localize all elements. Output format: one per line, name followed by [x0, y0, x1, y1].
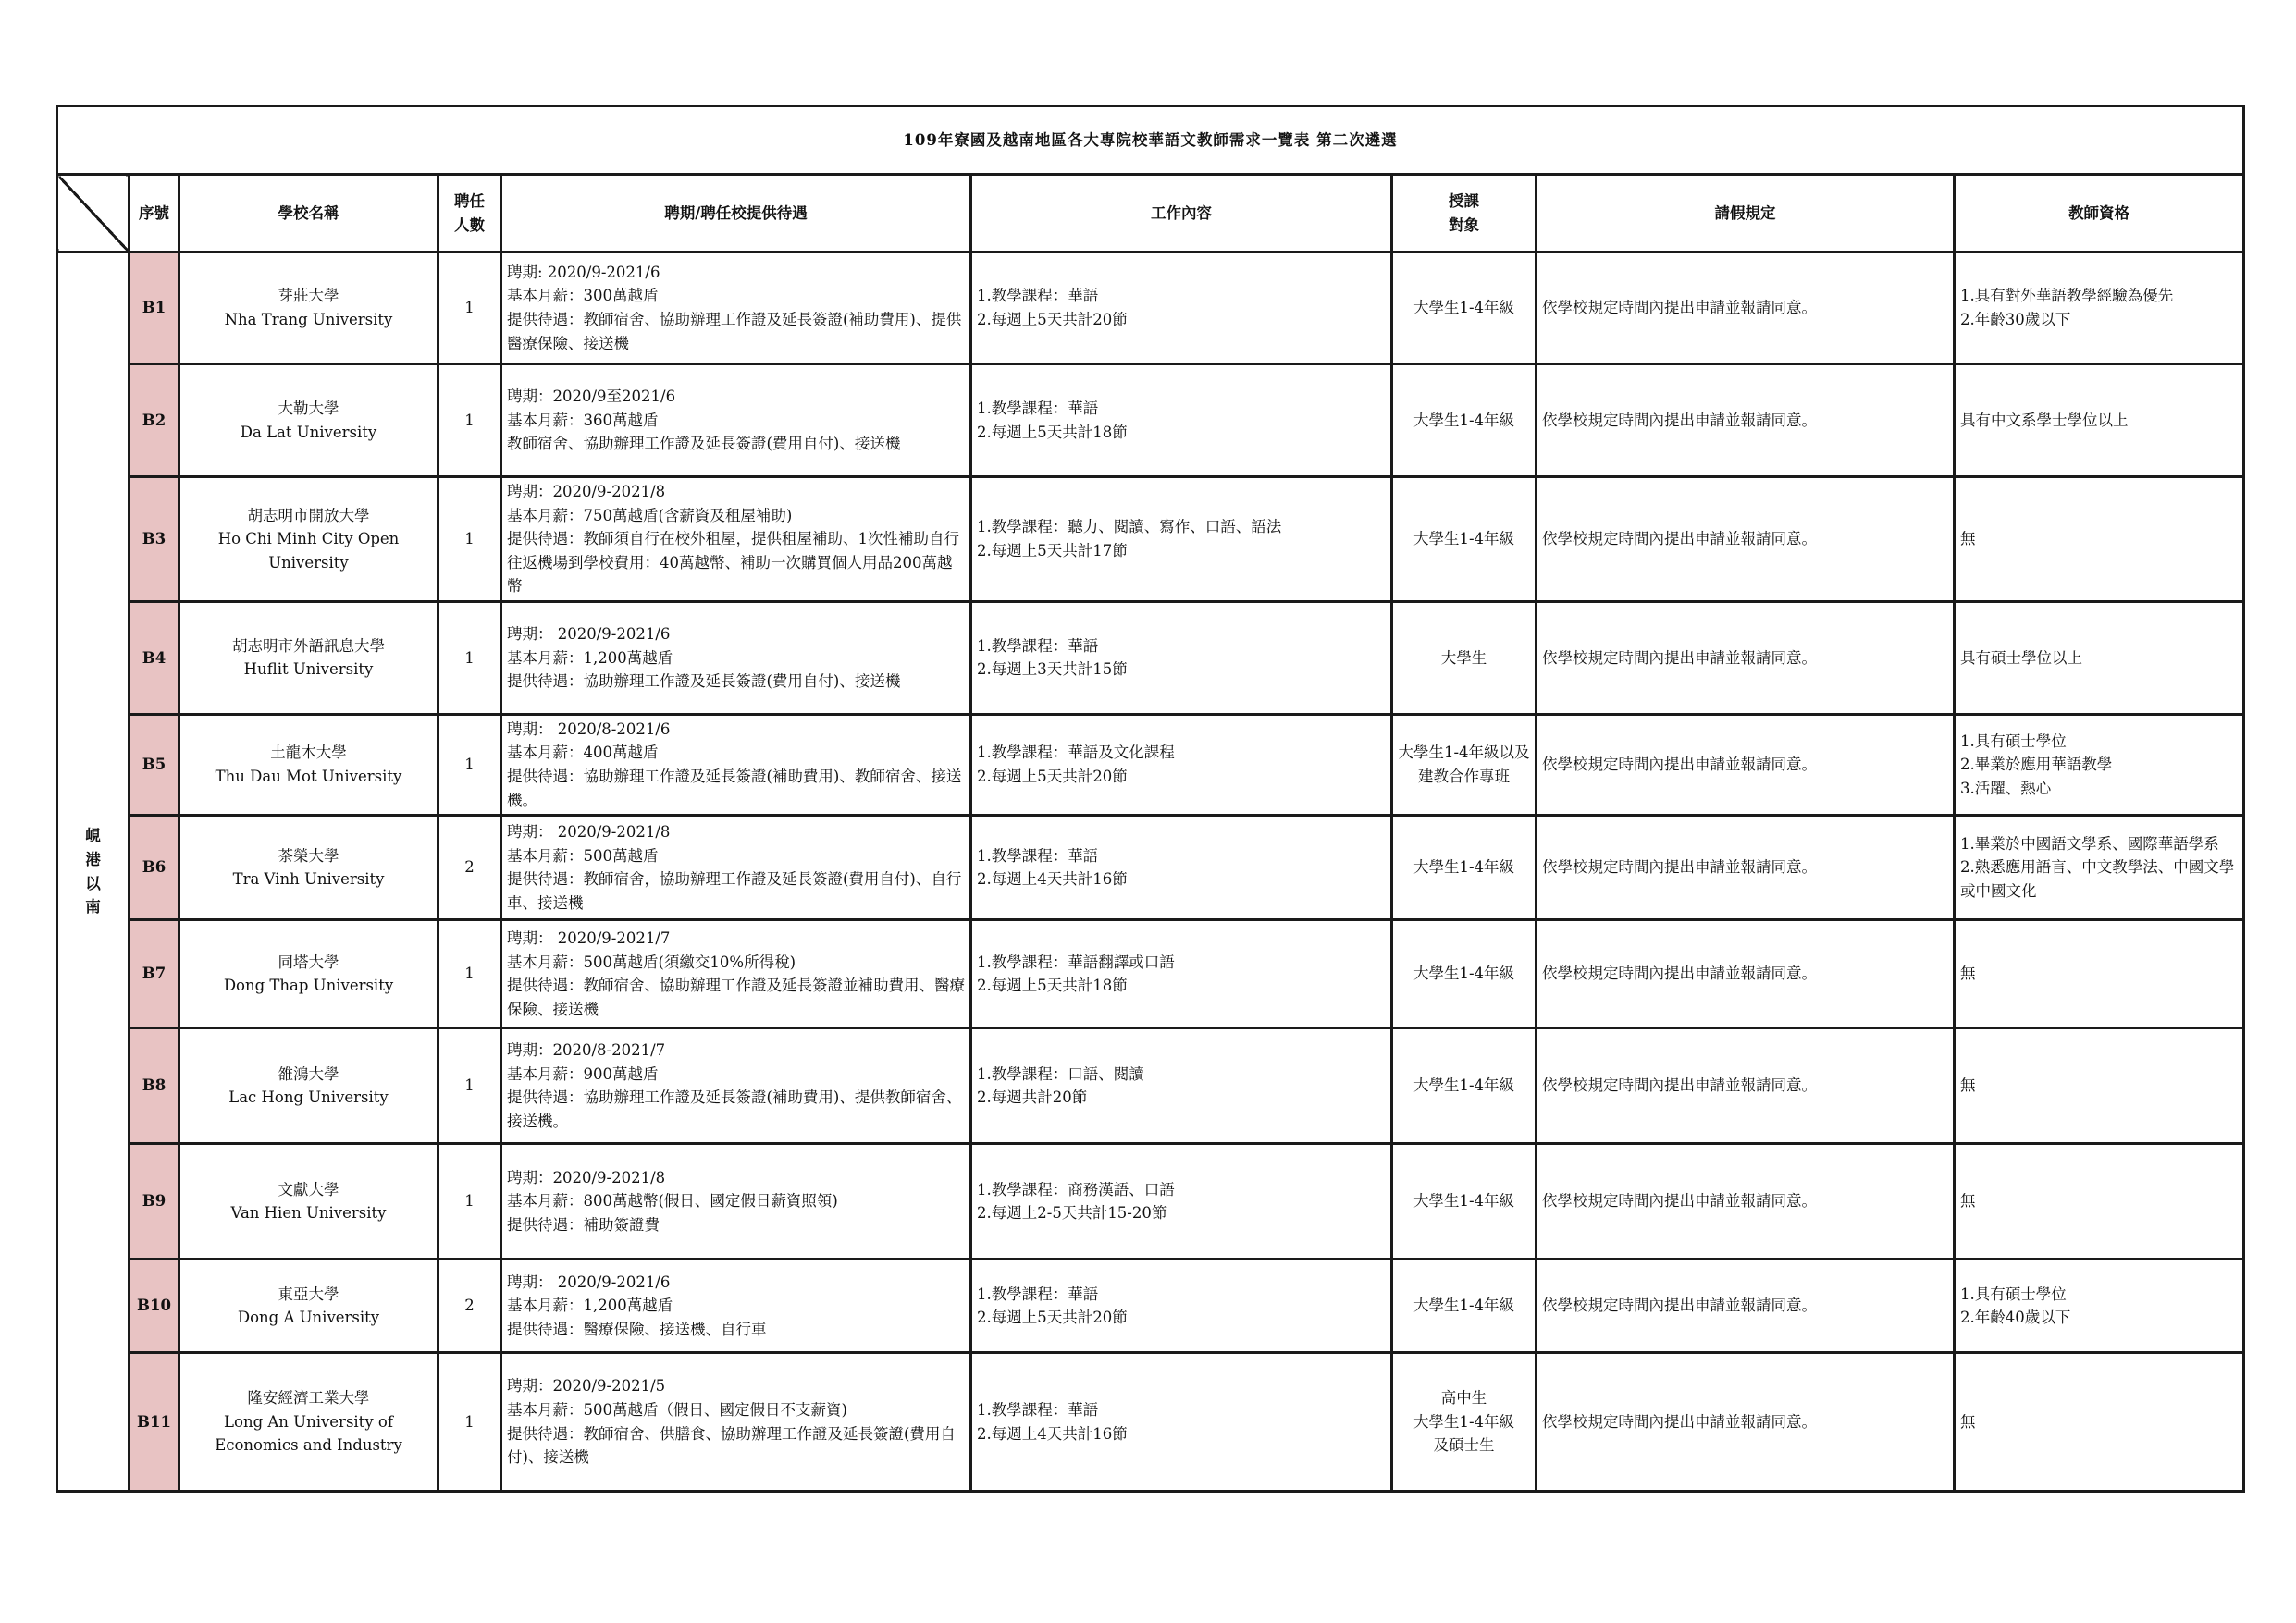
- teacher-qualification: 無: [1955, 920, 2244, 1028]
- leave-policy: 依學校規定時間內提出申請並報請同意。: [1537, 816, 1955, 920]
- hire-count: 1: [438, 920, 501, 1028]
- table-row: [57, 601, 2244, 714]
- school-name-en: Huflit University: [243, 660, 374, 679]
- period-benefits: 聘期： 2020/8-2021/6 基本月薪：400萬越盾 提供待遇：協助辦理工作證及延長簽證(補助費用)、教師宿舍、接送機。: [501, 714, 971, 815]
- row-code: B9: [130, 1144, 179, 1260]
- school-name: [179, 1353, 438, 1492]
- period-benefits: 聘期： 2020/9-2021/8 基本月薪：500萬越盾 提供待遇：教師宿舍，協助辦理工作證及延長簽證(費用自付)、自行車、接送機: [501, 816, 971, 920]
- period-benefits: 聘期：2020/9至2021/6 基本月薪：360萬越盾 教師宿舍、協助辦理工作證及延長簽證(費用自付)、接送機: [501, 364, 971, 477]
- teacher-qualification: 具有中文系學士學位以上: [1955, 364, 2244, 477]
- teaching-target: 大學生1-4年級以及建教合作專班: [1392, 714, 1537, 815]
- school-name-zh: 土龍木大學: [270, 744, 347, 762]
- period-benefits: 聘期： 2020/9-2021/6 基本月薪：1,200萬越盾 提供待遇：協助辦理工作證及延長簽證(費用自付)、接送機: [501, 601, 971, 714]
- table-row: [57, 1028, 2244, 1144]
- hire-count: 1: [438, 364, 501, 477]
- teaching-target: 大學生1-4年級: [1392, 816, 1537, 920]
- region-char: 南: [85, 898, 101, 916]
- leave-policy: 依學校規定時間內提出申請並報請同意。: [1537, 714, 1955, 815]
- teaching-target: 大學生1-4年級: [1392, 364, 1537, 477]
- period-benefits: 聘期：2020/9-2021/8 基本月薪：750萬越盾(含薪資及租屋補助) 提供待遇：教師須自行在校外租屋，提供租屋補助、1次性補助自行往返機場到學校費用：40萬越幣、補助一次購買個人用品200萬越幣: [501, 477, 971, 602]
- diagonal-corner-cell: [57, 175, 130, 252]
- school-name-en: Ho Chi Minh City Open University: [217, 530, 400, 572]
- school-name-zh: 茶榮大學: [278, 846, 339, 865]
- row-code: B8: [130, 1028, 179, 1144]
- teacher-qualification: 無: [1955, 1028, 2244, 1144]
- region-char: 峴: [85, 827, 101, 845]
- hire-count: 1: [438, 252, 501, 364]
- work-content: 1.教學課程：商務漢語、口語 2.每週上2-5天共計15-20節: [971, 1144, 1392, 1260]
- leave-policy: 依學校規定時間內提出申請並報請同意。: [1537, 1353, 1955, 1492]
- header-leave: 請假規定: [1537, 175, 1955, 252]
- teacher-qualification: 1.具有碩士學位 2.畢業於應用華語教學 3.活躍、熱心: [1955, 714, 2244, 815]
- school-name: [179, 364, 438, 477]
- school-name-en: Da Lat University: [240, 423, 377, 441]
- school-name: [179, 1028, 438, 1144]
- school-name-en: Tra Vinh University: [232, 870, 385, 889]
- leave-policy: 依學校規定時間內提出申請並報請同意。: [1537, 1028, 1955, 1144]
- school-name-zh: 胡志明市外語訊息大學: [232, 636, 385, 655]
- row-code: B11: [130, 1353, 179, 1492]
- header-target: 授課 對象: [1392, 175, 1537, 252]
- table-row: [57, 1144, 2244, 1260]
- leave-policy: 依學校規定時間內提出申請並報請同意。: [1537, 920, 1955, 1028]
- hire-count: 1: [438, 1353, 501, 1492]
- school-name-zh: 芽莊大學: [278, 287, 339, 305]
- row-code: B3: [130, 477, 179, 602]
- table-row: [57, 252, 2244, 364]
- period-benefits: 聘期：2020/9-2021/5 基本月薪：500萬越盾（假日、國定假日不支薪資) 提供待遇：教師宿舍、供膳食、協助辦理工作證及延長簽證(費用自付)、接送機: [501, 1353, 971, 1492]
- row-code: B4: [130, 601, 179, 714]
- hire-count: 1: [438, 601, 501, 714]
- school-name: [179, 920, 438, 1028]
- hire-count: 1: [438, 1028, 501, 1144]
- table-row: [57, 920, 2244, 1028]
- work-content: 1.教學課程：華語 2.每週上4天共計16節: [971, 816, 1392, 920]
- teacher-qualification: 無: [1955, 477, 2244, 602]
- school-name: [179, 252, 438, 364]
- leave-policy: 依學校規定時間內提出申請並報請同意。: [1537, 477, 1955, 602]
- region-char: 以: [85, 874, 101, 892]
- teacher-qualification: 無: [1955, 1144, 2244, 1260]
- leave-policy: 依學校規定時間內提出申請並報請同意。: [1537, 364, 1955, 477]
- row-code: B5: [130, 714, 179, 815]
- teaching-target: 大學生1-4年級: [1392, 1260, 1537, 1353]
- teaching-target: 大學生1-4年級: [1392, 477, 1537, 602]
- hire-count: 1: [438, 714, 501, 815]
- leave-policy: 依學校規定時間內提出申請並報請同意。: [1537, 252, 1955, 364]
- school-name-en: Thu Dau Mot University: [215, 767, 402, 785]
- table-row: [57, 477, 2244, 602]
- table-title: 109年寮國及越南地區各大專院校華語文教師需求一覽表 第二次遴選: [57, 106, 2244, 175]
- work-content: 1.教學課程：華語翻譯或口語 2.每週上5天共計18節: [971, 920, 1392, 1028]
- school-name-zh: 同塔大學: [278, 953, 339, 971]
- header-qualification: 教師資格: [1955, 175, 2244, 252]
- teacher-qualification: 無: [1955, 1353, 2244, 1492]
- school-name-zh: 胡志明市開放大學: [247, 506, 370, 524]
- school-name-zh: 隆安經濟工業大學: [247, 1389, 370, 1408]
- school-name-en: Long An University of Economics and Industry: [215, 1412, 402, 1455]
- teacher-qualification: 1.具有對外華語教學經驗為優先 2.年齡30歲以下: [1955, 252, 2244, 364]
- school-name-en: Dong A University: [237, 1309, 380, 1327]
- header-school: 學校名稱: [179, 175, 438, 252]
- leave-policy: 依學校規定時間內提出申請並報請同意。: [1537, 601, 1955, 714]
- table-row: [57, 364, 2244, 477]
- period-benefits: 聘期：2020/9-2021/8 基本月薪：800萬越幣(假日、國定假日薪資照領) 提供待遇：補助簽證費: [501, 1144, 971, 1260]
- teacher-demand-table: [56, 105, 2245, 1493]
- teaching-target: 大學生1-4年級: [1392, 1028, 1537, 1144]
- teaching-target: 大學生1-4年級: [1392, 252, 1537, 364]
- teacher-qualification: 1.具有碩士學位 2.年齡40歲以下: [1955, 1260, 2244, 1353]
- table-row: [57, 714, 2244, 815]
- header-work: 工作內容: [971, 175, 1392, 252]
- period-benefits: 聘期： 2020/9-2021/7 基本月薪：500萬越盾(須繳交10%所得稅) 提供待遇：教師宿舍、協助辦理工作證及延長簽證並補助費用、醫療保險、接送機: [501, 920, 971, 1028]
- work-content: 1.教學課程：華語 2.每週上3天共計15節: [971, 601, 1392, 714]
- header-seq: 序號: [130, 175, 179, 252]
- hire-count: 2: [438, 816, 501, 920]
- work-content: 1.教學課程：華語 2.每週上4天共計16節: [971, 1353, 1392, 1492]
- school-name: [179, 477, 438, 602]
- work-content: 1.教學課程：華語 2.每週上5天共計18節: [971, 364, 1392, 477]
- period-benefits: 聘期： 2020/9-2021/6 基本月薪：1,200萬越盾 提供待遇：醫療保險、接送機、自行車: [501, 1260, 971, 1353]
- row-code: B2: [130, 364, 179, 477]
- school-name-zh: 大勒大學: [278, 399, 339, 417]
- work-content: 1.教學課程：聽力、閱讀、寫作、口語、語法 2.每週上5天共計17節: [971, 477, 1392, 602]
- school-name-zh: 雒鴻大學: [278, 1064, 339, 1083]
- school-name: [179, 816, 438, 920]
- teaching-target: 大學生: [1392, 601, 1537, 714]
- teacher-qualification: 具有碩士學位以上: [1955, 601, 2244, 714]
- leave-policy: 依學校規定時間內提出申請並報請同意。: [1537, 1144, 1955, 1260]
- hire-count: 2: [438, 1260, 501, 1353]
- school-name-en: Dong Thap University: [223, 977, 394, 995]
- school-name-zh: 東亞大學: [278, 1285, 339, 1303]
- row-code: B7: [130, 920, 179, 1028]
- table-row: [57, 1260, 2244, 1353]
- work-content: 1.教學課程：口語、閱讀 2.每週共計20節: [971, 1028, 1392, 1144]
- teaching-target: 大學生1-4年級: [1392, 920, 1537, 1028]
- teaching-target: 大學生1-4年級: [1392, 1144, 1537, 1260]
- work-content: 1.教學課程：華語及文化課程 2.每週上5天共計20節: [971, 714, 1392, 815]
- work-content: 1.教學課程：華語 2.每週上5天共計20節: [971, 1260, 1392, 1353]
- school-name: [179, 714, 438, 815]
- row-code: B10: [130, 1260, 179, 1353]
- period-benefits: 聘期：2020/8-2021/7 基本月薪：900萬越盾 提供待遇：協助辦理工作證及延長簽證(補助費用)、提供教師宿舍、接送機。: [501, 1028, 971, 1144]
- hire-count: 1: [438, 477, 501, 602]
- header-period: 聘期/聘任校提供待遇: [501, 175, 971, 252]
- period-benefits: 聘期: 2020/9-2021/6 基本月薪：300萬越盾 提供待遇：教師宿舍、協助辦理工作證及延長簽證(補助費用)、提供醫療保險、接送機: [501, 252, 971, 364]
- region-char: 港: [85, 850, 101, 868]
- row-code: B6: [130, 816, 179, 920]
- school-name-zh: 文獻大學: [278, 1180, 339, 1199]
- school-name: [179, 601, 438, 714]
- hire-count: 1: [438, 1144, 501, 1260]
- table-row: [57, 816, 2244, 920]
- school-name-en: Van Hien University: [230, 1204, 387, 1223]
- table-row: [57, 1353, 2244, 1492]
- row-code: B1: [130, 252, 179, 364]
- school-name-en: Lac Hong University: [228, 1088, 389, 1107]
- region-label: [57, 252, 130, 1492]
- leave-policy: 依學校規定時間內提出申請並報請同意。: [1537, 1260, 1955, 1353]
- school-name-en: Nha Trang University: [224, 311, 393, 328]
- teacher-qualification: 1.畢業於中國語文學系、國際華語學系 2.熟悉應用語言、中文教學法、中國文學或中國文化: [1955, 816, 2244, 920]
- teaching-target: 高中生 大學生1-4年級 及碩士生: [1392, 1353, 1537, 1492]
- school-name: [179, 1260, 438, 1353]
- work-content: 1.教學課程：華語 2.每週上5天共計20節: [971, 252, 1392, 364]
- school-name: [179, 1144, 438, 1260]
- header-count: 聘任 人數: [438, 175, 501, 252]
